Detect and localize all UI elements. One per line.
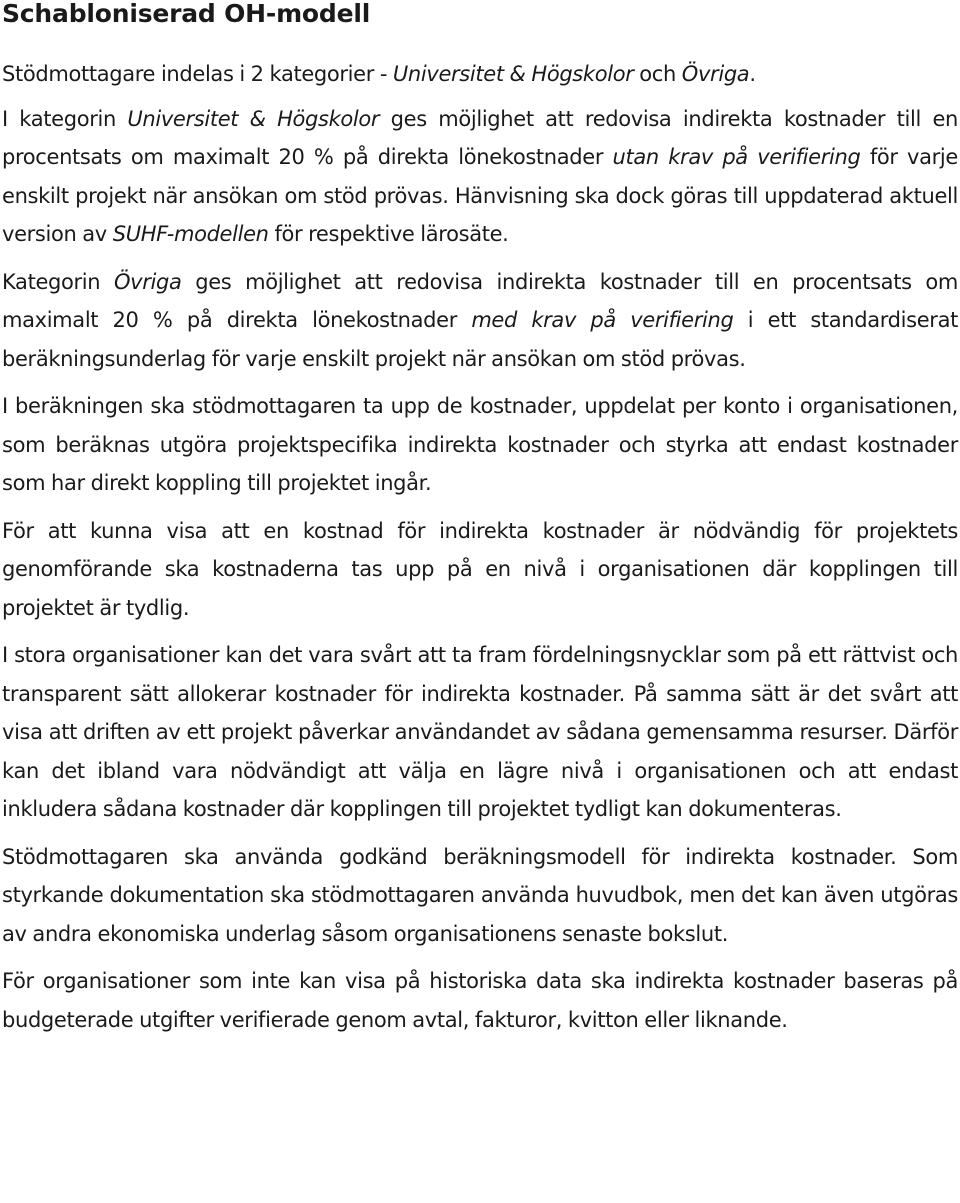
emphasis-other: Övriga bbox=[113, 269, 182, 294]
emphasis-with-verification: med krav på verifiering bbox=[471, 308, 734, 332]
emphasis-universities: Universitet & Högskolor bbox=[127, 106, 380, 131]
text-run: Kategorin bbox=[2, 269, 114, 294]
paragraph-calculation-model: Stödmottagaren ska använda godkänd beräkningsmodell för indirekta kostnader. Som styrkande dokumentation ska stödmottagaren använda huvudbok, men det kan även utgöras av andra ekonomiska underlag såsom organisationens senaste bokslut. bbox=[2, 844, 958, 946]
text-run: och bbox=[633, 62, 682, 86]
page-title: Schabloniserad OH-modell bbox=[2, 0, 371, 28]
emphasis-no-verification: utan krav på verifiering bbox=[612, 145, 861, 169]
emphasis-universities: Universitet & Högskolor bbox=[392, 62, 634, 86]
paragraph-necessity: För att kunna visa att en kostnad för indirekta kostnader är nödvändig för projektets genomförande ska kostnaderna tas upp på en nivå i organisationen där kopplingen till projektet är tydlig. bbox=[2, 518, 958, 620]
text-run: i ett standardiserat beräkningsunderlag för varje enskilt projekt när ansökan om stöd prövas. bbox=[2, 308, 958, 371]
text-run: för respektive lärosäte. bbox=[268, 222, 509, 246]
paragraph-other bbox=[2, 263, 958, 379]
paragraph-budgeted-costs: För organisationer som inte kan visa på historiska data ska indirekta kostnader baseras på budgeterade utgifter verifierade genom avtal, fakturor, kvitton eller liknande. bbox=[2, 969, 958, 1032]
paragraph-calculation: I beräkningen ska stödmottagaren ta upp de kostnader, uppdelat per konto i organisationen, som beräknas utgöra projektspecifika indirekta kostnader och styrka att endast kostnader som har direkt koppling till projektet ingår. bbox=[2, 394, 958, 495]
emphasis-other: Övriga bbox=[681, 62, 750, 86]
text-run: I kategorin bbox=[2, 106, 128, 131]
paragraph-categories bbox=[2, 55, 958, 94]
text-run: för varje enskilt projekt när ansökan om stöd prövas. Hänvisning ska dock göras till uppdaterad aktuell version av bbox=[2, 145, 958, 246]
emphasis-suhf-model: SUHF-modellen bbox=[112, 222, 269, 246]
text-run: ges möjlighet att redovisa indirekta kostnader till en procentsats om maximalt 20 % på direkta lönekostnader bbox=[2, 269, 958, 332]
text-run: . bbox=[749, 62, 756, 86]
paragraph-large-organisations: I stora organisationer kan det vara svårt att ta fram fördelningsnycklar som på ett rättvist och transparent sätt allokerar kostnader för indirekta kostnader. På samma sätt är det svårt att visa att driften av ett projekt påverkar användandet av sådana gemensamma resurser. Därför kan det ibland vara nödvändigt att välja en lägre nivå i organisationen och att endast inkludera sådana kostnader där kopplingen till projektet tydligt kan dokumenteras. bbox=[2, 643, 958, 821]
text-run: Stödmottagare indelas i 2 kategorier - bbox=[2, 62, 393, 86]
text-run: ges möjlighet att redovisa indirekta kostnader till en procentsats om maximalt 20 % på direkta lönekostnader bbox=[2, 106, 958, 169]
paragraph-universities bbox=[2, 100, 958, 254]
